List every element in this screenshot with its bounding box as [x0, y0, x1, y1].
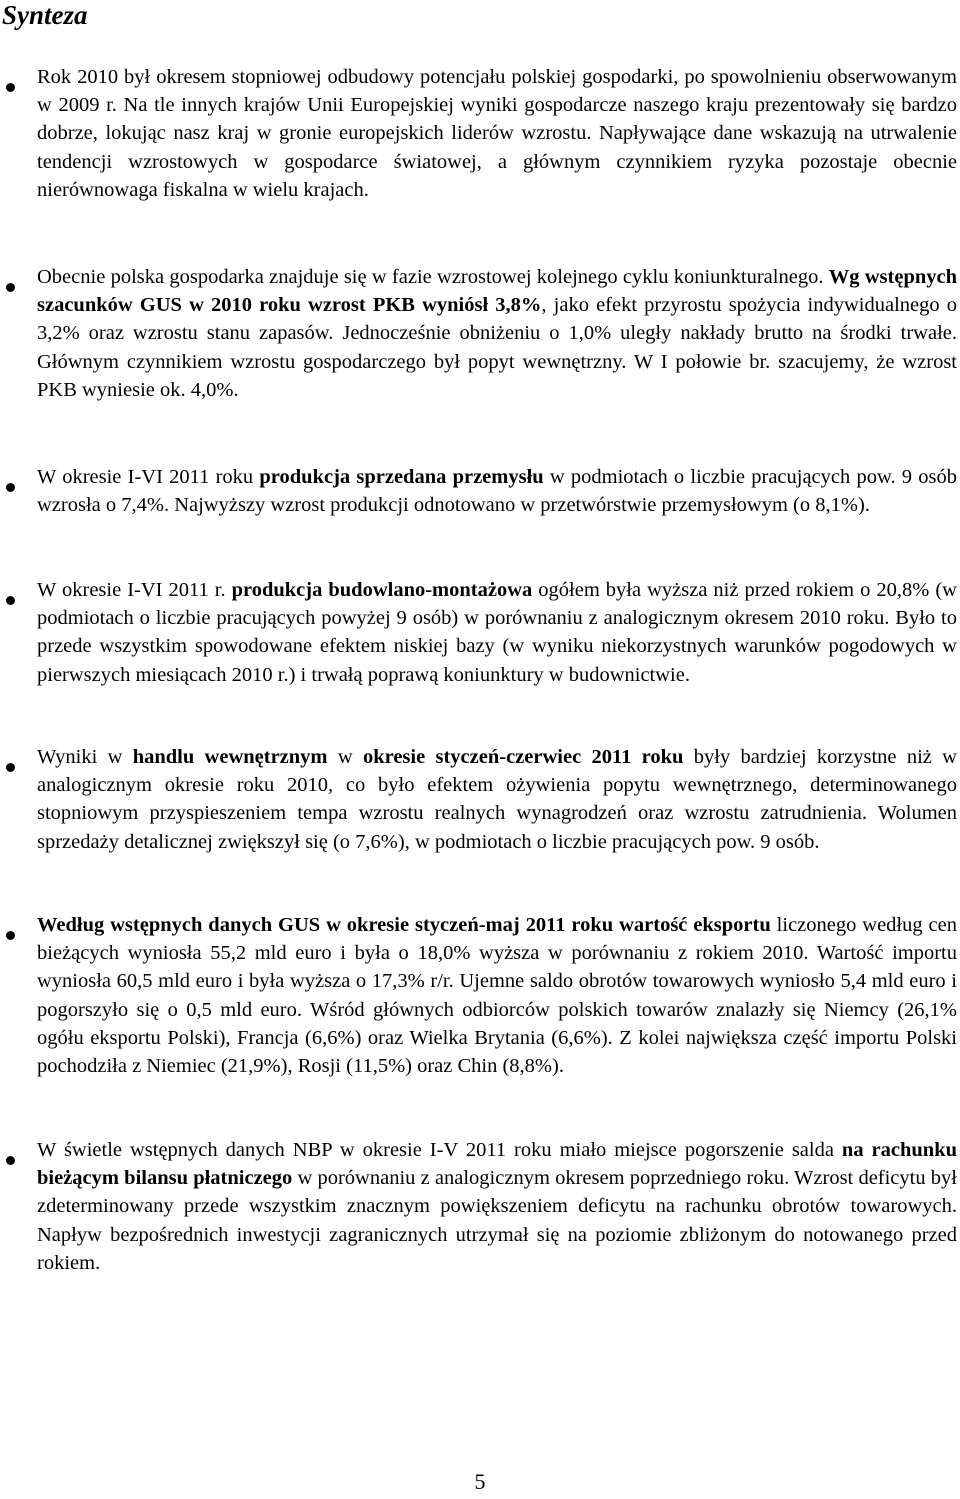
bullet-icon	[6, 483, 15, 492]
text-run: w podmiotach o liczbie pracujących pow. 9 osób wzrosła o 7,4%. Najwyższy wzrost produkcji odnotowano w przetwórstwie przemysłowym (o 8,1%).	[37, 466, 957, 517]
text-run: Rok 2010 był okresem stopniowej odbudowy potencjału polskiej gospodarki, po spowolnieniu obserwowanym w 2009 r. Na tle innych krajów Unii Europejskiej wyniki gospodarcze naszego kraju prezentowały się bardzo dobrze, lokując nasz kraj w gronie europejskich liderów wzrostu. Napływające dane wskazują na utrwalenie tendencji wzrostowych w gospodarce światowej, a głównym czynnikiem ryzyka pozostaje obecnie nierównowaga fiskalna w wielu krajach.	[37, 66, 957, 201]
text-run: , jako efekt przyrostu spożycia indywidualnego o 3,2% oraz wzrostu stanu zapasów. Jednocześnie obniżeniu o 1,0% uległy nakłady brutto na środki trwałe. Głównym czynnikiem wzrostu gospodarczego był popyt wewnętrzny. W I połowie br. szacujemy, że wzrost PKB wyniesie ok. 4,0%.	[37, 294, 957, 401]
text-run: W okresie I-VI 2011 r.	[37, 579, 232, 601]
text-run: liczonego według cen bieżących wyniosła 55,2 mld euro i była o 18,0% wyższa w porównaniu z rokiem 2010. Wartość importu wyniosła 60,5 mld euro i była wyższa o 17,3% r/r. Ujemne saldo obrotów towarowych wyniosło 5,4 mld euro i pogorszyło się o 0,5 mld euro. Wśród głównych odbiorców polskich towarów znalazły się Niemcy (26,1% ogółu eksportu Polski), Francja (6,6%) oraz Wielka Brytania (6,6%). Z kolei największa część importu Polski pochodziła z Niemiec (21,9%), Rosji (11,5%) oraz Chin (8,8%).	[37, 914, 957, 1078]
bold-text: produkcja budowlano-montażowa	[231, 579, 533, 601]
text-run: ogółem była wyższa niż przed rokiem o 20,8% (w podmiotach o liczbie pracujących powyżej 9 osób) w porównaniu z analogicznym okresem 2010 roku. Było to przede wszystkim spowodowane efektem niskiej bazy (w wyniku niekorzystnych warunków pogodowych w pierwszych miesiącach 2010 r.) i trwałą poprawą koniunktury w budownictwie.	[37, 579, 957, 686]
section-title: Synteza	[2, 0, 88, 30]
bullet-icon	[6, 763, 15, 772]
page-number: 5	[474, 1469, 486, 1494]
paragraph	[37, 63, 957, 204]
bullet-icon	[6, 1156, 15, 1165]
bold-text: Według wstępnych danych GUS w okresie styczeń-maj 2011 roku wartość eksportu	[37, 914, 771, 936]
text-run: w	[327, 746, 363, 768]
paragraph	[37, 576, 957, 689]
paragraph	[37, 463, 957, 519]
text-run: były bardziej korzystne niż w analogicznym okresie roku 2010, co było efektem ożywienia popytu wewnętrznego, determinowanego stopniowym przyspieszeniem tempa wzrostu realnych wynagrodzeń oraz wzrostu zatrudnienia. Wolumen sprzedaży detalicznej zwiększył się (o 7,6%), w podmiotach o liczbie pracujących pow. 9 osób.	[37, 746, 957, 853]
bold-text: handlu wewnętrznym	[132, 746, 328, 768]
paragraph	[37, 263, 957, 404]
paragraph	[37, 1136, 957, 1277]
bold-text: Wg wstępnych szacunków GUS w 2010 roku wzrost PKB wyniósł 3,8%	[37, 266, 957, 317]
bold-text: na rachunku bieżącym bilansu płatniczego	[37, 1139, 957, 1190]
bullet-icon	[6, 596, 15, 605]
text-run: Obecnie polska gospodarka znajduje się w fazie wzrostowej kolejnego cyklu koniunkturalnego.	[37, 266, 829, 288]
paragraph	[37, 911, 957, 1080]
bold-text: okresie styczeń-czerwiec 2011 roku	[362, 746, 684, 768]
bullet-icon	[6, 83, 15, 92]
text-run: W okresie I-VI 2011 roku	[37, 466, 260, 488]
text-run: W świetle wstępnych danych NBP w okresie I-V 2011 roku miało miejsce pogorszenie salda	[37, 1139, 842, 1161]
bold-text: produkcja sprzedana przemysłu	[259, 466, 544, 488]
bullet-icon	[6, 931, 15, 940]
text-run: w porównaniu z analogicznym okresem poprzedniego roku. Wzrost deficytu był zdeterminowany przede wszystkim znacznym powiększeniem deficytu na rachunku obrotów towarowych. Napływ bezpośrednich inwestycji zagranicznych utrzymał się na poziomie zbliżonym do notowanego przed rokiem.	[37, 1167, 958, 1274]
bullet-icon	[6, 283, 15, 292]
text-run: Wyniki w	[37, 746, 133, 768]
paragraph	[37, 743, 957, 856]
